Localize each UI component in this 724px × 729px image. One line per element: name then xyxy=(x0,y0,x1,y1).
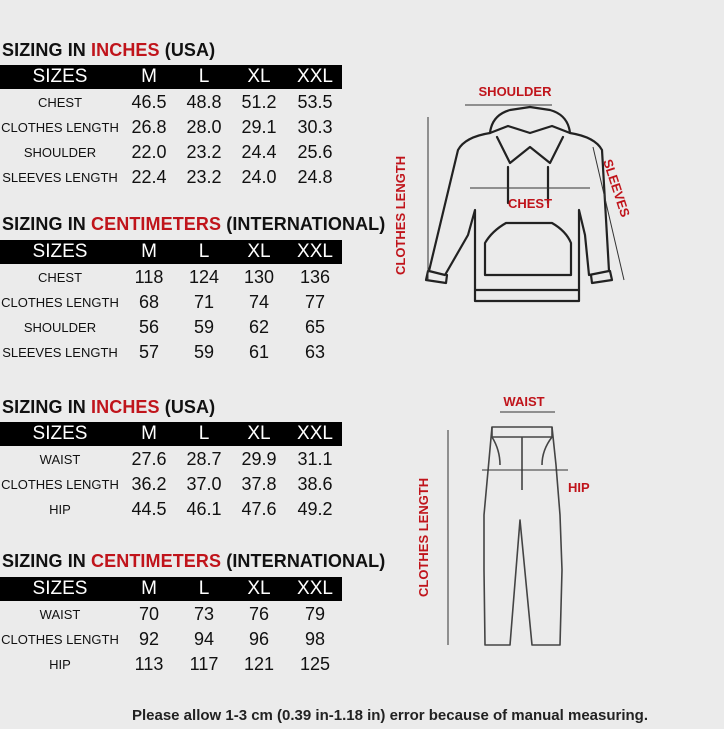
header-cell: XXL xyxy=(297,66,333,87)
hoodie-shoulder-label: SHOULDER xyxy=(478,84,552,99)
section-title-inches-bottom xyxy=(2,397,215,418)
header-cell: M xyxy=(141,423,157,444)
pants-diagram-icon xyxy=(400,390,610,660)
table-cell: 59 xyxy=(193,317,215,337)
table-row xyxy=(0,90,342,115)
header-cell: SIZES xyxy=(32,578,88,599)
hoodie-sleeves-label: SLEEVES xyxy=(600,157,633,219)
table-cell: 51.2 xyxy=(241,92,277,112)
row-label: CLOTHES LENGTH xyxy=(1,295,119,310)
row-label: WAIST xyxy=(39,452,81,467)
table-cell: 130 xyxy=(243,267,275,287)
row-label: HIP xyxy=(49,502,71,517)
table-cell: 47.6 xyxy=(241,499,277,519)
size-table-pants-cm xyxy=(0,577,342,677)
title-region: (INTERNATIONAL) xyxy=(221,551,386,571)
title-prefix: SIZING IN xyxy=(2,40,92,60)
table-cell: 136 xyxy=(299,267,331,287)
table-cell: 124 xyxy=(188,267,220,287)
table-header xyxy=(0,240,342,264)
title-region: (USA) xyxy=(159,40,216,60)
table-cell: 121 xyxy=(243,654,275,674)
table-cell: 36.2 xyxy=(131,474,167,494)
size-table-hoodie-inches xyxy=(0,65,342,190)
table-cell: 68 xyxy=(138,292,160,312)
table-cell: 48.8 xyxy=(186,92,222,112)
hoodie-length-label: CLOTHES LENGTH xyxy=(393,155,408,275)
title-unit: INCHES xyxy=(91,40,160,60)
table-cell: 70 xyxy=(138,604,160,624)
table-row xyxy=(0,140,342,165)
title-unit: CENTIMETERS xyxy=(91,214,222,234)
table-cell: 73 xyxy=(193,604,215,624)
measurement-note: Please allow 1-3 cm (0.39 in-1.18 in) error because of manual measuring. xyxy=(131,707,649,724)
pants-waist-label: WAIST xyxy=(503,394,545,409)
table-cell: 28.7 xyxy=(186,449,222,469)
table-header xyxy=(0,422,342,446)
header-cell: M xyxy=(141,241,157,262)
section-title-cm-top xyxy=(2,214,385,235)
title-unit: INCHES xyxy=(91,397,160,417)
table-cell: 24.0 xyxy=(241,167,277,187)
table-cell: 71 xyxy=(193,292,215,312)
table-cell: 79 xyxy=(304,604,326,624)
header-cell: XXL xyxy=(297,578,333,599)
table-cell: 94 xyxy=(193,629,215,649)
table-cell: 96 xyxy=(248,629,270,649)
table-cell: 24.8 xyxy=(297,167,333,187)
header-cell: XXL xyxy=(297,423,333,444)
table-row xyxy=(0,290,342,315)
title-prefix: SIZING IN xyxy=(2,551,92,571)
table-row xyxy=(0,652,342,677)
size-table-hoodie-cm xyxy=(0,240,342,365)
table-cell: 113 xyxy=(134,654,164,674)
section-title-cm-bottom xyxy=(2,551,385,572)
table-cell: 24.4 xyxy=(241,142,277,162)
table-cell: 30.3 xyxy=(297,117,333,137)
table-cell: 29.1 xyxy=(241,117,277,137)
section-title-inches-top xyxy=(2,40,215,61)
header-cell: XXL xyxy=(297,241,333,262)
header-cell: M xyxy=(141,578,157,599)
table-cell: 76 xyxy=(248,604,270,624)
table-cell: 49.2 xyxy=(297,499,333,519)
table-row xyxy=(0,472,342,497)
row-label: WAIST xyxy=(39,607,81,622)
table-row xyxy=(0,497,342,522)
row-label: HIP xyxy=(49,657,71,672)
row-label: CLOTHES LENGTH xyxy=(1,632,119,647)
title-region: (INTERNATIONAL) xyxy=(221,214,386,234)
row-label: CHEST xyxy=(37,95,83,110)
table-cell: 27.6 xyxy=(131,449,167,469)
table-row xyxy=(0,115,342,140)
table-cell: 26.8 xyxy=(131,117,167,137)
table-cell: 125 xyxy=(299,654,331,674)
title-prefix: SIZING IN xyxy=(2,397,92,417)
header-cell: L xyxy=(198,241,210,262)
table-row xyxy=(0,447,342,472)
table-cell: 63 xyxy=(304,342,326,362)
table-cell: 44.5 xyxy=(131,499,167,519)
table-cell: 28.0 xyxy=(186,117,222,137)
row-label: CLOTHES LENGTH xyxy=(1,477,119,492)
table-cell: 65 xyxy=(304,317,326,337)
table-cell: 37.8 xyxy=(241,474,277,494)
table-cell: 23.2 xyxy=(186,142,222,162)
table-cell: 62 xyxy=(248,317,270,337)
table-cell: 46.1 xyxy=(186,499,222,519)
table-cell: 23.2 xyxy=(186,167,222,187)
header-cell: L xyxy=(198,578,210,599)
table-cell: 22.4 xyxy=(131,167,167,187)
header-cell: XL xyxy=(247,578,271,599)
title-unit: CENTIMETERS xyxy=(91,551,222,571)
header-cell: SIZES xyxy=(32,66,88,87)
table-cell: 117 xyxy=(189,654,219,674)
table-cell: 31.1 xyxy=(297,449,333,469)
table-cell: 53.5 xyxy=(297,92,333,112)
table-cell: 25.6 xyxy=(297,142,333,162)
row-label: SHOULDER xyxy=(23,320,97,335)
header-cell: XL xyxy=(247,423,271,444)
header-cell: L xyxy=(198,66,210,87)
table-cell: 74 xyxy=(248,292,270,312)
table-cell: 57 xyxy=(138,342,160,362)
hoodie-chest-label: CHEST xyxy=(507,196,553,211)
header-cell: M xyxy=(141,66,157,87)
row-label: CHEST xyxy=(37,270,83,285)
size-table-pants-inches xyxy=(0,422,342,522)
table-row xyxy=(0,315,342,340)
table-cell: 118 xyxy=(134,267,164,287)
table-cell: 37.0 xyxy=(186,474,222,494)
table-cell: 92 xyxy=(138,629,160,649)
table-cell: 29.9 xyxy=(241,449,277,469)
table-header xyxy=(0,65,342,89)
table-cell: 59 xyxy=(193,342,215,362)
table-cell: 46.5 xyxy=(131,92,167,112)
table-cell: 61 xyxy=(248,342,270,362)
title-prefix: SIZING IN xyxy=(2,214,92,234)
table-row xyxy=(0,602,342,627)
table-cell: 38.6 xyxy=(297,474,333,494)
header-cell: SIZES xyxy=(32,423,88,444)
header-cell: XL xyxy=(247,66,271,87)
table-cell: 22.0 xyxy=(131,142,167,162)
table-row xyxy=(0,340,342,365)
row-label: CLOTHES LENGTH xyxy=(1,120,119,135)
table-row xyxy=(0,265,342,290)
row-label: SHOULDER xyxy=(23,145,97,160)
pants-length-label: CLOTHES LENGTH xyxy=(416,477,431,597)
table-row xyxy=(0,627,342,652)
pants-hip-label: HIP xyxy=(568,480,590,495)
table-cell: 98 xyxy=(304,629,326,649)
table-row xyxy=(0,165,342,190)
row-label: SLEEVES LENGTH xyxy=(2,170,118,185)
header-cell: XL xyxy=(247,241,271,262)
hoodie-diagram-icon xyxy=(380,75,724,315)
table-header xyxy=(0,577,342,601)
title-region: (USA) xyxy=(159,397,216,417)
header-cell: SIZES xyxy=(32,241,88,262)
row-label: SLEEVES LENGTH xyxy=(2,345,118,360)
header-cell: L xyxy=(198,423,210,444)
table-cell: 56 xyxy=(138,317,160,337)
table-cell: 77 xyxy=(304,292,326,312)
